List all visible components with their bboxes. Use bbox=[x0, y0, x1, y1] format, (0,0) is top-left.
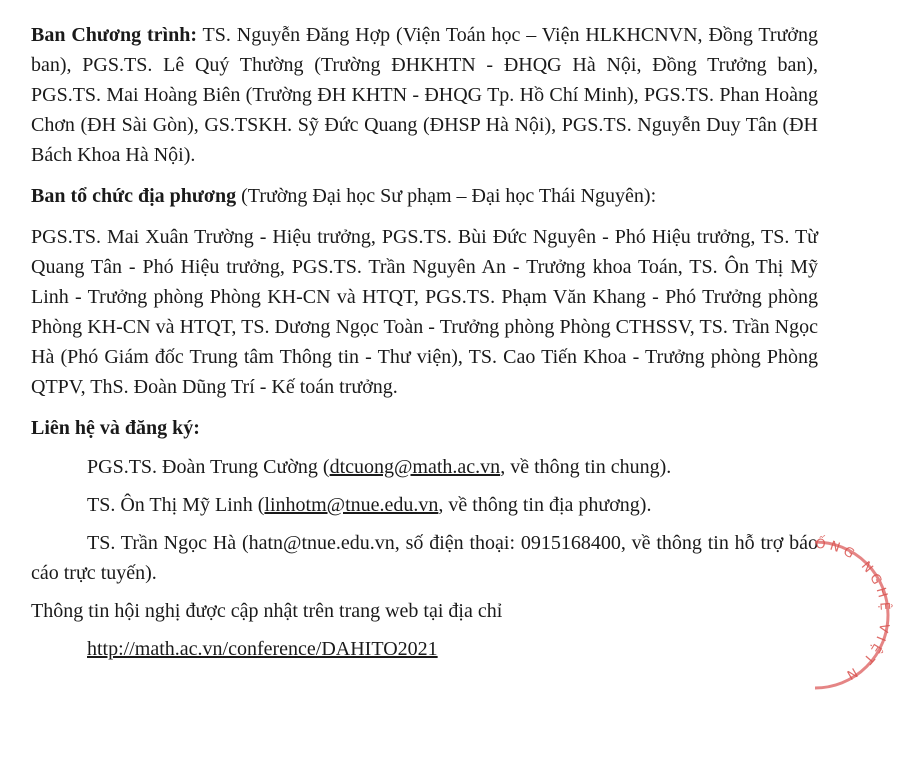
seal-text: ỐNG NGHỆ VIỆT N bbox=[814, 536, 893, 684]
contact-item-ha bbox=[31, 528, 818, 588]
program-committee-text: TS. Nguyễn Đăng Hợp (Viện Toán học – Viện HLKHCNVN, Đồng Trưởng ban), PGS.TS. Lê Quý Thường (Trường ĐHKHTN - ĐHQG Hà Nội, Đồng Trưởng ban), PGS.TS. Mai Hoàng Biên (Trường ĐH KHTN - ĐHQG Tp. Hồ Chí Minh), PGS.TS. Phan Hoàng Chơn (ĐH Sài Gòn), GS.TSKH. Sỹ Đức Quang (ĐHSP Hà Nội), PGS.TS. Nguyễn Duy Tân (ĐH Bách Khoa Hà Nội). bbox=[31, 24, 818, 166]
local-committee-members: PGS.TS. Mai Xuân Trường - Hiệu trưởng, PGS.TS. Bùi Đức Nguyên - Phó Hiệu trưởng, TS. Từ Quang Tân - Phó Hiệu trưởng, PGS.TS. Trần Nguyên An - Trưởng khoa Toán, TS. Ôn Thị Mỹ Linh - Trưởng phòng Phòng KH-CN và HTQT, PGS.TS. Phạm Văn Khang - Phó Trưởng phòng Phòng KH-CN và HTQT, TS. Dương Ngọc Toàn - Trưởng phòng Phòng CTHSSV, TS. Trần Ngọc Hà (Phó Giám đốc Trung tâm Thông tin - Thư viện), TS. Cao Tiến Khoa - Trưởng phòng Phòng QTPV, ThS. Đoàn Dũng Trí - Kế toán trưởng. bbox=[31, 226, 818, 398]
seal-outer-ring bbox=[815, 542, 888, 688]
contact-name: TS. Trần Ngọc Hà ( bbox=[87, 532, 249, 554]
contact-label: Liên hệ và đăng ký: bbox=[31, 417, 200, 439]
document-page bbox=[31, 20, 818, 664]
contact-heading bbox=[31, 413, 818, 443]
contact-email-text: hatn@tnue.edu.vn bbox=[248, 532, 395, 554]
local-committee-label: Ban tổ chức địa phương bbox=[31, 185, 237, 207]
contact-email-link[interactable]: dtcuong@math.ac.vn bbox=[329, 456, 501, 478]
contact-name: TS. Ôn Thị Mỹ Linh ( bbox=[87, 494, 265, 516]
contact-email-link[interactable]: linhotm@tnue.edu.vn bbox=[264, 494, 439, 516]
program-committee-label: Ban Chương trình: bbox=[31, 24, 197, 46]
conference-website-link[interactable]: http://math.ac.vn/conference/DAHITO2021 bbox=[87, 638, 438, 660]
contact-name: PGS.TS. Đoàn Trung Cường ( bbox=[87, 456, 330, 478]
local-committee-affiliation: (Trường Đại học Sư phạm – Đại học Thái Nguyên): bbox=[236, 185, 657, 207]
contact-item-linh bbox=[31, 490, 818, 520]
contact-note: , số điện thoại: 0915168400, về thông tin hỗ trợ báo cáo trực tuyến). bbox=[31, 532, 818, 584]
contact-note: , về thông tin chung). bbox=[500, 456, 672, 478]
local-committee-heading bbox=[31, 181, 818, 211]
program-committee-paragraph bbox=[31, 20, 818, 170]
contact-item-cuong bbox=[31, 452, 818, 482]
website-intro: Thông tin hội nghị được cập nhật trên trang web tại địa chỉ bbox=[31, 600, 503, 622]
contact-note: , về thông tin địa phương). bbox=[438, 494, 652, 516]
contact-list bbox=[31, 452, 818, 588]
